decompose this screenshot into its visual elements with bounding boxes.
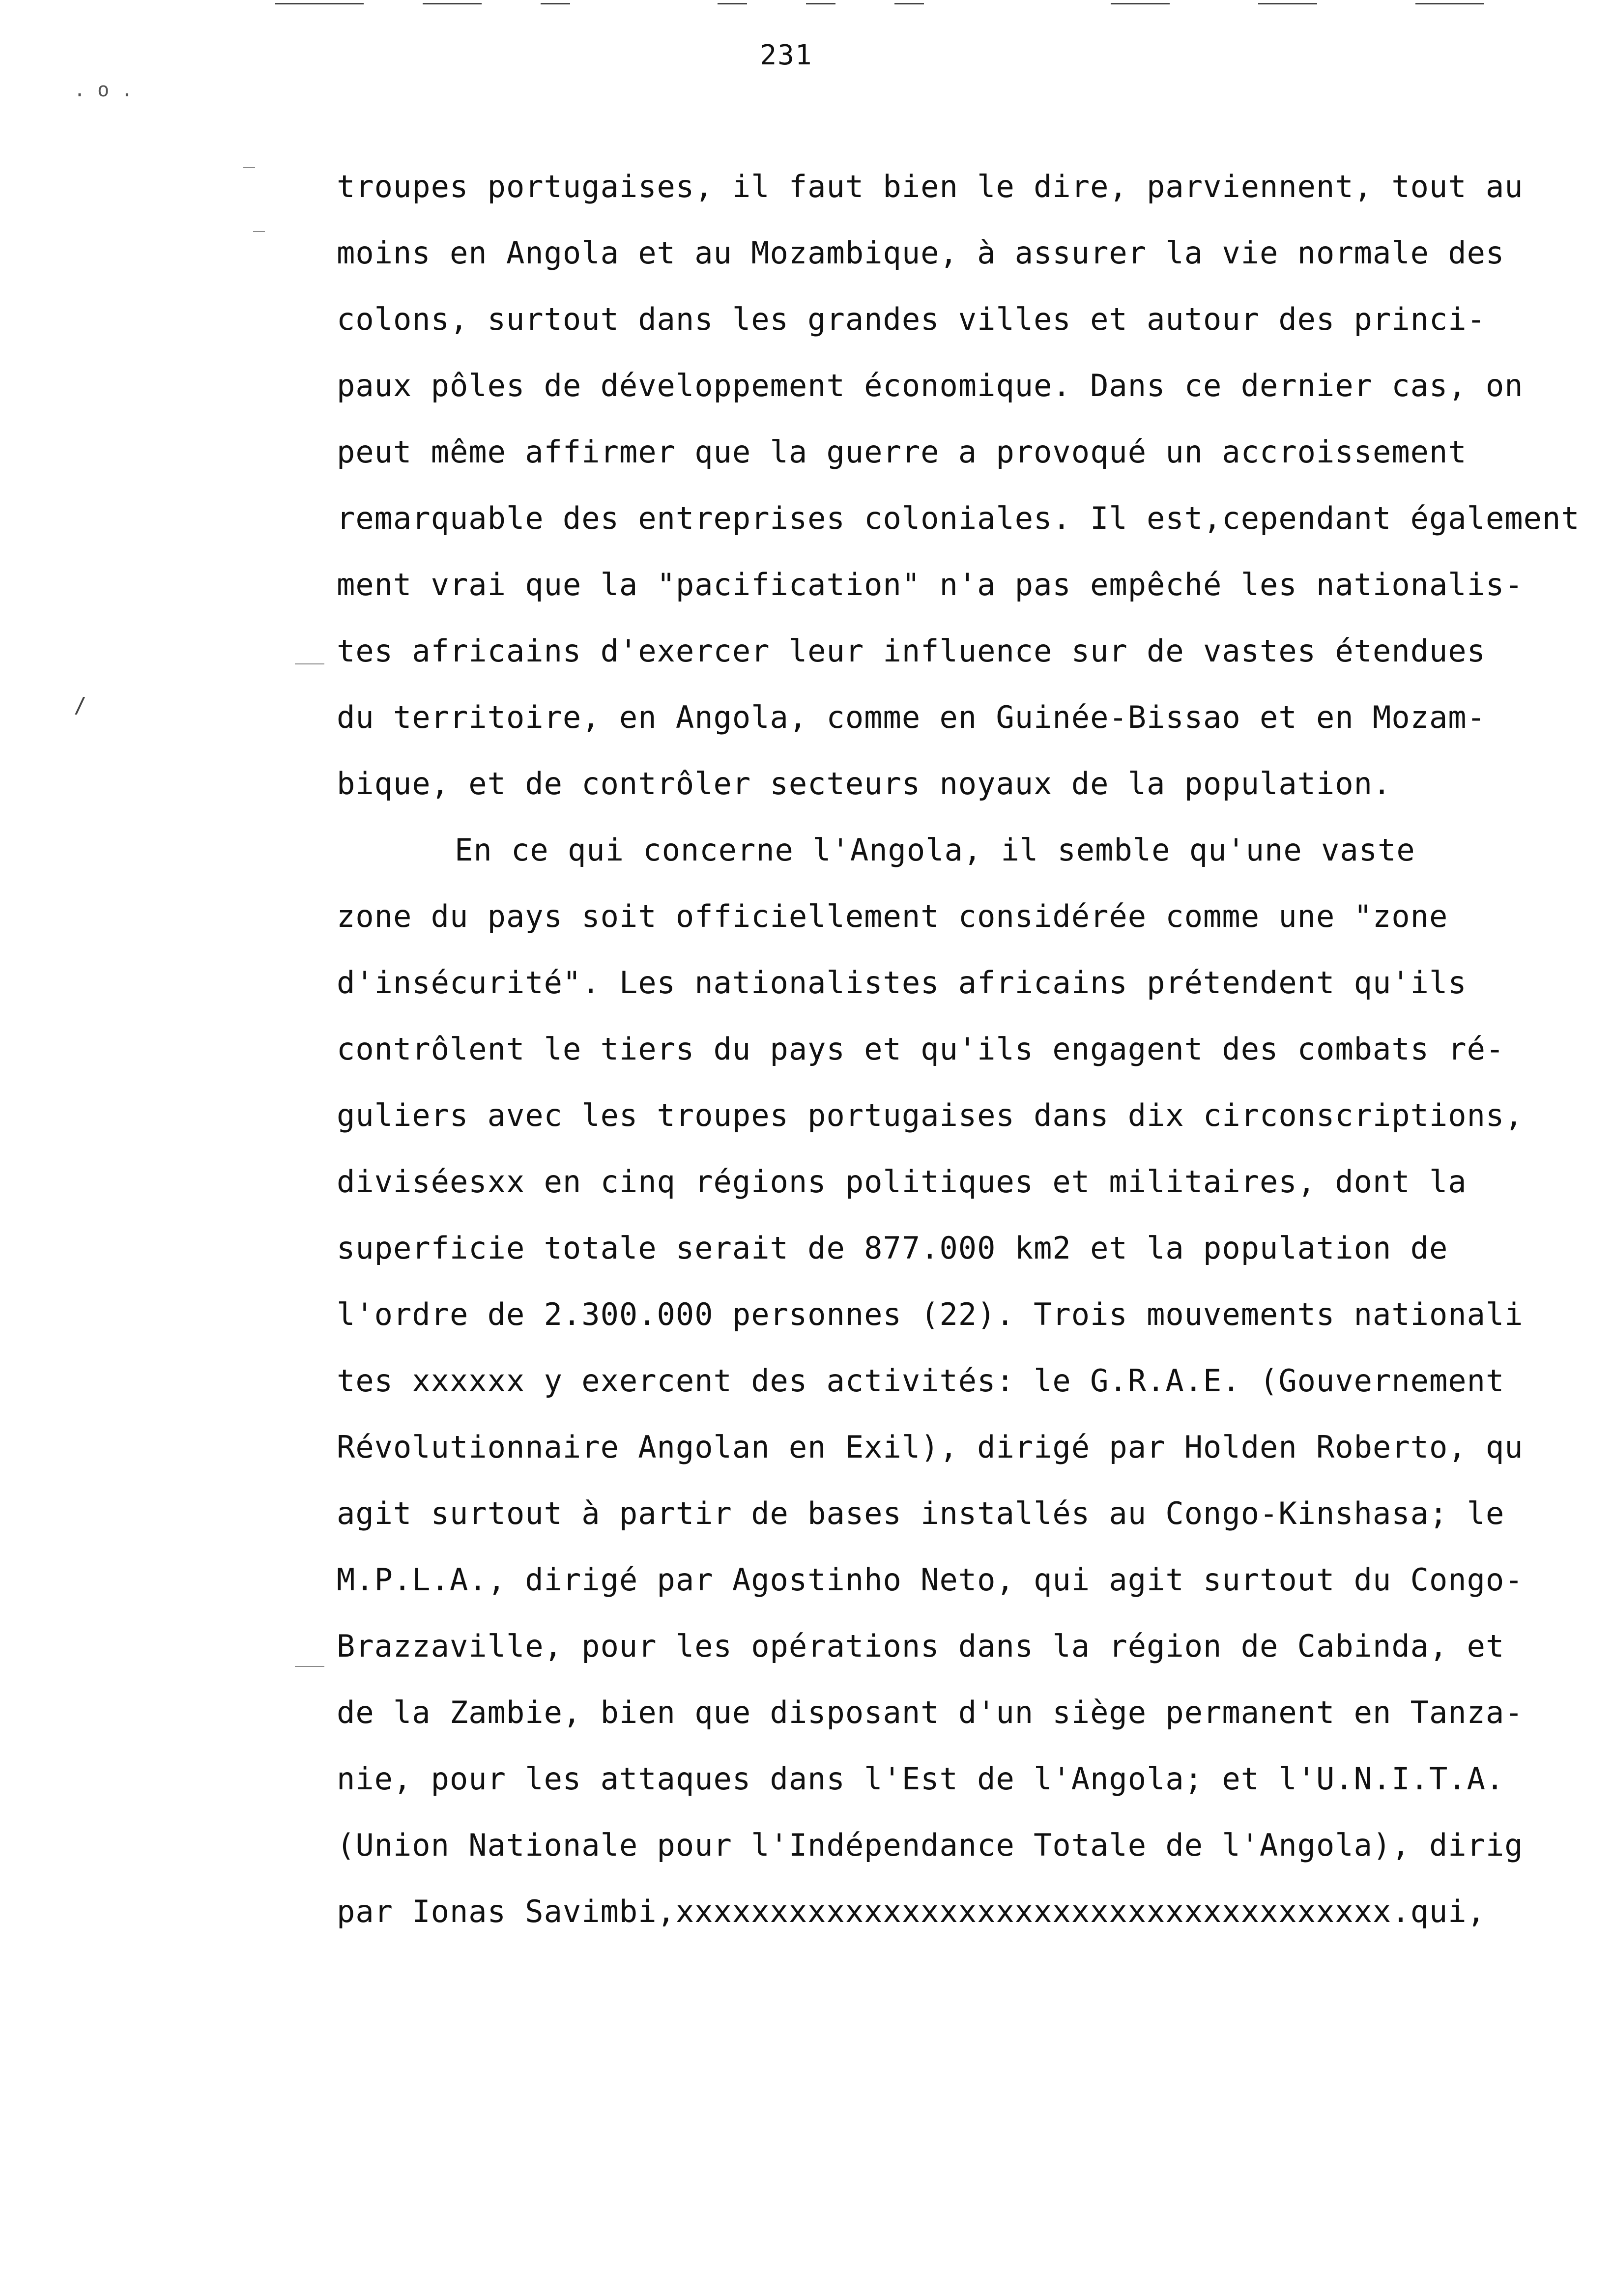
- corner-mark: . o .: [74, 79, 133, 101]
- text-line: bique, et de contrôler secteurs noyaux de la population.: [337, 766, 1392, 802]
- text-line: Brazzaville, pour les opérations dans la région de Cabinda, et: [337, 1628, 1505, 1664]
- margin-tick: [295, 663, 324, 664]
- text-line: diviséesxx en cinq régions politiques et militaires, dont la: [337, 1164, 1467, 1200]
- text-line: par Ionas Savimbi,xxxxxxxxxxxxxxxxxxxxxxxxxxxxxxxxxxxxxx.qui,: [337, 1894, 1486, 1929]
- text-line: contrôlent le tiers du pays et qu'ils engagent des combats ré-: [337, 1031, 1505, 1067]
- text-line: d'insécurité". Les nationalistes africains prétendent qu'ils: [337, 965, 1467, 1001]
- body-text: [337, 153, 1595, 1945]
- text-line: M.P.L.A., dirigé par Agostinho Neto, qui agit surtout du Congo-: [337, 1562, 1524, 1598]
- text-line: guliers avec les troupes portugaises dans dix circonscriptions,: [337, 1097, 1524, 1133]
- text-line: (Union Nationale pour l'Indépendance Totale de l'Angola), dirig: [337, 1827, 1524, 1863]
- text-line: tes xxxxxx y exercent des activités: le G.R.A.E. (Gouvernement: [337, 1363, 1505, 1399]
- text-line: du territoire, en Angola, comme en Guinée-Bissao et en Mozam-: [337, 699, 1486, 735]
- margin-tick: [243, 167, 255, 168]
- text-line: moins en Angola et au Mozambique, à assurer la vie normale des: [337, 235, 1505, 271]
- text-line: l'ordre de 2.300.000 personnes (22). Trois mouvements nationali: [337, 1296, 1524, 1332]
- text-line: de la Zambie, bien que disposant d'un siège permanent en Tanza-: [337, 1694, 1524, 1730]
- paragraph-2: [337, 817, 1595, 1945]
- text-line: En ce qui concerne l'Angola, il semble qu'une vaste: [455, 832, 1415, 868]
- margin-slash: /: [74, 693, 87, 718]
- text-line: troupes portugaises, il faut bien le dire, parviennent, tout au: [337, 169, 1524, 204]
- text-line: peut même affirmer que la guerre a provoqué un accroissement: [337, 434, 1467, 470]
- text-line: paux pôles de développement économique. Dans ce dernier cas, on: [337, 368, 1524, 403]
- text-line: colons, surtout dans les grandes villes et autour des princi-: [337, 301, 1486, 337]
- top-rule: [894, 3, 924, 4]
- margin-tick: [253, 231, 265, 232]
- top-rule: [423, 3, 482, 4]
- text-line: superficie totale serait de 877.000 km2 et la population de: [337, 1230, 1448, 1266]
- top-rule: [718, 3, 747, 4]
- text-line: agit surtout à partir de bases installés au Congo-Kinshasa; le: [337, 1495, 1505, 1531]
- text-line: remarquable des entreprises coloniales. Il est,cependant également: [337, 500, 1580, 536]
- top-rule: [1258, 3, 1317, 4]
- top-rule: [1415, 3, 1484, 4]
- top-rule: [1111, 3, 1170, 4]
- text-line: Révolutionnaire Angolan en Exil), dirigé par Holden Roberto, qu: [337, 1429, 1524, 1465]
- top-rule: [541, 3, 570, 4]
- top-rule: [806, 3, 835, 4]
- text-line: nie, pour les attaques dans l'Est de l'Angola; et l'U.N.I.T.A.: [337, 1761, 1505, 1797]
- text-line: ment vrai que la "pacification" n'a pas empêché les nationalis-: [337, 567, 1524, 603]
- margin-tick: [295, 1666, 324, 1667]
- text-line: tes africains d'exercer leur influence sur de vastes étendues: [337, 633, 1486, 669]
- top-rule: [275, 3, 364, 4]
- paragraph-1: [337, 153, 1595, 817]
- page-number: 231: [760, 39, 813, 71]
- text-line: zone du pays soit officiellement considérée comme une "zone: [337, 898, 1448, 934]
